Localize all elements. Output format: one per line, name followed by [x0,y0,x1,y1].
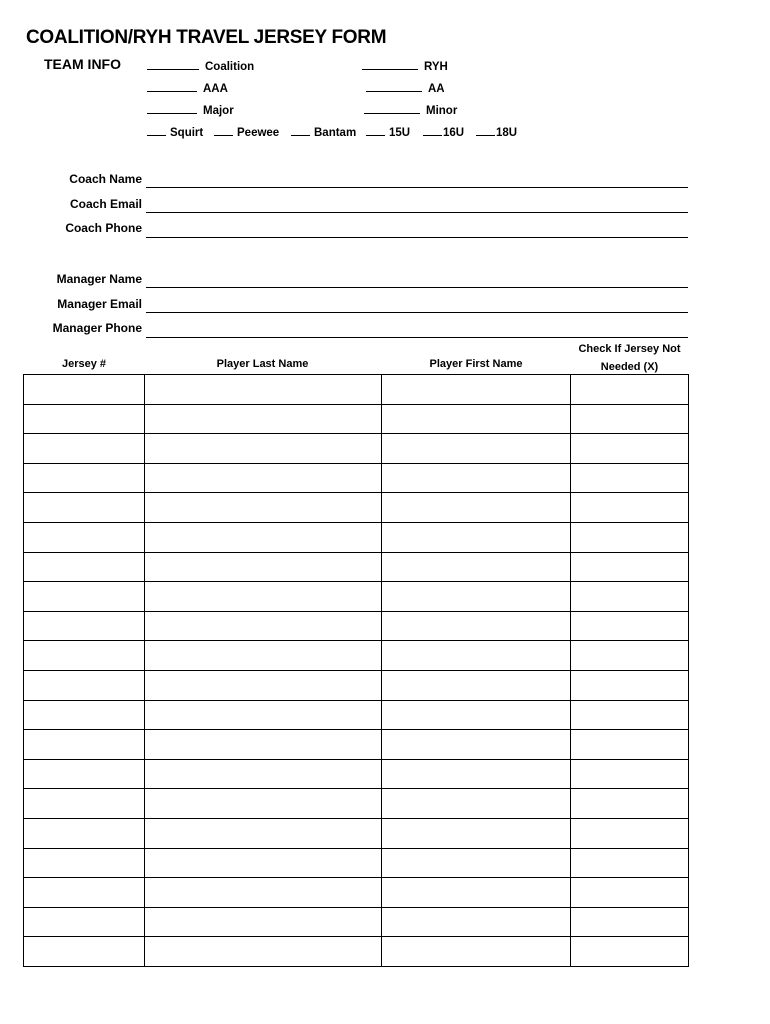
option-label: Major [203,105,234,117]
table-row [24,848,689,878]
jersey-not-needed-cell[interactable] [571,434,689,464]
jersey-number-cell[interactable] [24,730,145,760]
table-row [24,552,689,582]
jersey-not-needed-cell[interactable] [571,463,689,493]
header-line-1: Check If Jersey Not [578,343,681,355]
first-name-cell[interactable] [382,907,571,937]
first-name-cell[interactable] [382,730,571,760]
jersey-number-cell[interactable] [24,937,145,967]
jersey-not-needed-cell[interactable] [571,611,689,641]
jersey-not-needed-cell[interactable] [571,848,689,878]
first-name-cell[interactable] [382,848,571,878]
table-row [24,404,689,434]
option-aaa[interactable] [147,80,228,95]
option-aa[interactable] [366,80,445,95]
jersey-not-needed-cell[interactable] [571,907,689,937]
blank-line[interactable] [214,124,233,136]
jersey-not-needed-cell[interactable] [571,730,689,760]
table-row [24,463,689,493]
jersey-number-cell[interactable] [24,848,145,878]
jersey-not-needed-cell[interactable] [571,700,689,730]
blank-line[interactable] [147,58,199,70]
option-label: Minor [426,105,458,117]
option-label: RYH [424,61,448,73]
first-name-cell[interactable] [382,937,571,967]
jersey-not-needed-cell[interactable] [571,759,689,789]
coach-email-label: Coach Email [69,197,142,211]
jersey-number-cell[interactable] [24,700,145,730]
jersey-number-cell[interactable] [24,878,145,908]
option-bantam[interactable] [291,124,356,139]
manager-phone-field[interactable] [146,337,688,338]
blank-line[interactable] [423,124,442,136]
first-name-cell[interactable] [382,670,571,700]
table-row [24,641,689,671]
blank-line[interactable] [147,102,197,114]
jersey-not-needed-cell[interactable] [571,375,689,405]
option-label: AA [428,83,445,95]
jersey-not-needed-cell[interactable] [571,641,689,671]
table-row [24,907,689,937]
option-minor[interactable] [364,102,457,117]
jersey-number-cell[interactable] [24,404,145,434]
jersey-number-cell[interactable] [24,670,145,700]
manager-name-label: Manager Name [56,272,142,286]
jersey-number-cell[interactable] [24,818,145,848]
option-label: Squirt [170,127,204,139]
jersey-number-cell[interactable] [24,522,145,552]
last-name-cell[interactable] [145,818,382,848]
option-label: AAA [203,83,228,95]
first-name-cell[interactable] [382,493,571,523]
option-label: 18U [496,127,518,139]
last-name-cell[interactable] [145,907,382,937]
option-label: Coalition [205,61,255,73]
coach-phone-label: Coach Phone [65,221,142,235]
coach-name-field[interactable] [146,187,688,188]
jersey-number-cell[interactable] [24,611,145,641]
jersey-not-needed-cell[interactable] [571,552,689,582]
first-name-cell[interactable] [382,818,571,848]
first-name-cell[interactable] [382,552,571,582]
jersey-not-needed-cell[interactable] [571,522,689,552]
jersey-number-cell[interactable] [24,641,145,671]
table-row [24,789,689,819]
jersey-number-cell[interactable] [24,375,145,405]
last-name-cell[interactable] [145,641,382,671]
jersey-number-cell[interactable] [24,759,145,789]
header-line-2: Needed (X) [600,361,659,373]
option-major[interactable] [147,102,234,117]
last-name-cell[interactable] [145,375,382,405]
coach-email-field[interactable] [146,212,688,213]
first-name-cell[interactable] [382,759,571,789]
first-name-cell[interactable] [382,641,571,671]
last-name-cell[interactable] [145,937,382,967]
table-row [24,937,689,967]
jersey-number-cell[interactable] [24,907,145,937]
first-name-cell[interactable] [382,582,571,612]
header-jersey-number: Jersey # [61,358,107,370]
option-label: Peewee [237,127,280,139]
last-name-cell[interactable] [145,611,382,641]
option-coalition[interactable] [147,58,254,73]
last-name-cell[interactable] [145,730,382,760]
manager-email-label: Manager Email [57,297,142,311]
jersey-not-needed-cell[interactable] [571,937,689,967]
last-name-cell[interactable] [145,434,382,464]
jersey-not-needed-cell[interactable] [571,493,689,523]
table-row [24,700,689,730]
option-label: Bantam [314,127,357,139]
table-row [24,582,689,612]
last-name-cell[interactable] [145,463,382,493]
option-15u[interactable] [366,124,410,139]
last-name-cell[interactable] [145,522,382,552]
table-row [24,493,689,523]
coach-phone-field[interactable] [146,237,688,238]
option-peewee[interactable] [214,124,279,139]
option-ryh[interactable] [362,58,448,73]
header-jersey-not-needed [571,340,688,376]
blank-line[interactable] [366,124,385,136]
first-name-cell[interactable] [382,522,571,552]
coach-name-label: Coach Name [69,172,142,186]
table-row [24,670,689,700]
first-name-cell[interactable] [382,434,571,464]
table-row [24,818,689,848]
table-row [24,759,689,789]
last-name-cell[interactable] [145,759,382,789]
manager-phone-label: Manager Phone [52,321,142,335]
jersey-number-cell[interactable] [24,582,145,612]
roster-body [24,375,689,967]
option-label: 16U [443,127,465,139]
last-name-cell[interactable] [145,404,382,434]
table-row [24,611,689,641]
option-label: 15U [389,127,411,139]
blank-line[interactable] [147,124,166,136]
blank-line[interactable] [366,80,422,92]
jersey-not-needed-cell[interactable] [571,789,689,819]
jersey-number-cell[interactable] [24,789,145,819]
jersey-number-cell[interactable] [24,552,145,582]
jersey-number-cell[interactable] [24,434,145,464]
header-player-last-name: Player Last Name [216,358,309,370]
last-name-cell[interactable] [145,582,382,612]
blank-line[interactable] [147,80,197,92]
last-name-cell[interactable] [145,700,382,730]
blank-line[interactable] [476,124,495,136]
last-name-cell[interactable] [145,493,382,523]
option-18u[interactable] [476,124,517,139]
first-name-cell[interactable] [382,404,571,434]
jersey-not-needed-cell[interactable] [571,670,689,700]
option-16u[interactable] [423,124,464,139]
table-row [24,434,689,464]
team-info-label: TEAM INFO [44,56,121,72]
table-row [24,375,689,405]
first-name-cell[interactable] [382,700,571,730]
last-name-cell[interactable] [145,670,382,700]
first-name-cell[interactable] [382,789,571,819]
table-row [24,730,689,760]
manager-name-field[interactable] [146,287,688,288]
page-title: COALITION/RYH TRAVEL JERSEY FORM [26,27,387,48]
blank-line[interactable] [362,58,418,70]
table-row [24,522,689,552]
jersey-not-needed-cell[interactable] [571,818,689,848]
first-name-cell[interactable] [382,611,571,641]
roster-table [23,374,689,967]
last-name-cell[interactable] [145,878,382,908]
blank-line[interactable] [291,124,310,136]
first-name-cell[interactable] [382,375,571,405]
jersey-number-cell[interactable] [24,493,145,523]
jersey-not-needed-cell[interactable] [571,404,689,434]
header-player-first-name: Player First Name [429,358,523,370]
jersey-number-cell[interactable] [24,463,145,493]
jersey-not-needed-cell[interactable] [571,878,689,908]
last-name-cell[interactable] [145,789,382,819]
blank-line[interactable] [364,102,420,114]
last-name-cell[interactable] [145,848,382,878]
jersey-not-needed-cell[interactable] [571,582,689,612]
first-name-cell[interactable] [382,463,571,493]
last-name-cell[interactable] [145,552,382,582]
manager-email-field[interactable] [146,312,688,313]
table-row [24,878,689,908]
option-squirt[interactable] [147,124,203,139]
first-name-cell[interactable] [382,878,571,908]
